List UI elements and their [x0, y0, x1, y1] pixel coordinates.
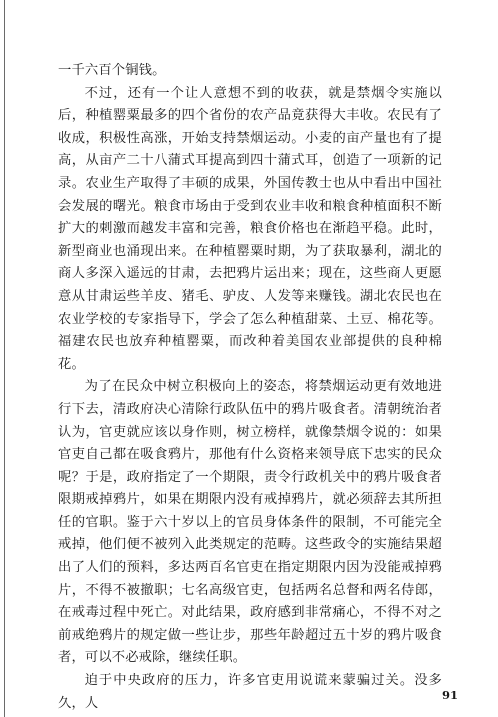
paragraph-2: 不过，还有一个让人意想不到的收获，就是禁烟令实施以后，种植罂粟最多的四个省份的农产品竟获得大丰收。农民有了收成，积极性高涨，开始支持禁烟运动。小麦的亩产量也有了提高，从亩产二十八蒲式耳提高到四十蒲式耳，创造了一项新的记录。农业生产取得了丰硕的成果，外国传教士也从中看出中国社会发展的曙光。粮食市场由于受到农业丰收和粮食种植面积不断扩大的刺激而越发丰富和完善，粮食价格也在渐趋平稳。此时，新型商业也涌现出来。在种植罂粟时期，为了获取暴利，湖北的商人多深入遥远的甘肃，去把鸦片运出来；现在，这些商人更愿意从甘肃运些羊皮、猪毛、驴皮、人发等来赚钱。湖北农民也在农业学校的专家指导下，学会了怎么种植甜菜、土豆、棉花等。福建农民也放弃种植罂粟，而改种着美国农业部提供的良种棉花。 — [58, 85, 442, 372]
page-number: 91 — [441, 688, 458, 702]
paragraph-3: 为了在民众中树立积极向上的姿态，将禁烟运动更有效地进行下去，清政府决心清除行政队伍中的鸦片吸食者。清朝统治者认为，官吏就应该以身作则，树立榜样，就像禁烟令说的：如果官吏自己都在吸食鸦片，那他有什么资格来领导底下忠实的民众呢？于是，政府指定了一个期限，责令行政机关中的鸦片吸食者限期戒掉鸦片，如果在期限内没有戒掉鸦片，就必须辞去其所担任的官职。鉴于六十岁以上的官员身体条件的限制，不可能完全戒掉，他们便不被列入此类规定的范畴。这些政令的实施结果超出了人们的预料，多达两百名官吏在指定期限内因为没能戒掉鸦片，不得不被撤职；七名高级官吏，包括两名总督和两名侍郎，在戒毒过程中死亡。对此结果，政府感到非常痛心，不得不对之前戒绝鸦片的规定做一些让步，那些年龄超过五十岁的鸦片吸食者，可以不必戒除，继续任职。 — [58, 379, 442, 666]
page-body-text — [58, 60, 442, 715]
paragraph-4: 迫于中央政府的压力，许多官吏用说谎来蒙骗过关。没多久，人 — [58, 673, 442, 711]
paragraph-1: 一千六百个铜钱。 — [58, 63, 166, 78]
page-edge-line — [4, 0, 5, 717]
